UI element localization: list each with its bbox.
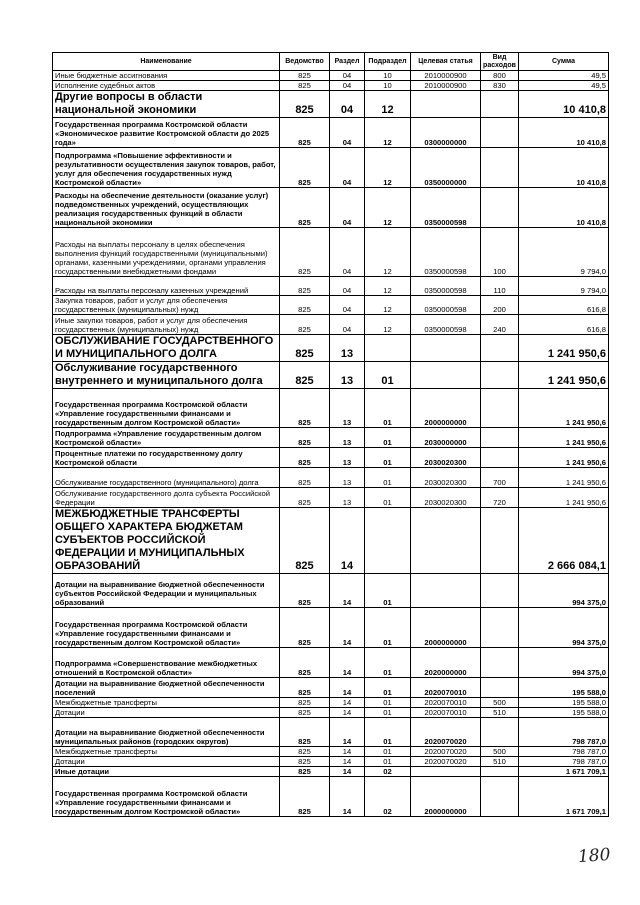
cell-target-article: 2030020300 — [411, 468, 481, 488]
table-row — [53, 698, 609, 708]
cell-podrazdel: 12 — [365, 228, 411, 277]
cell-ved: 825 — [280, 81, 330, 91]
cell-ved: 825 — [280, 698, 330, 708]
cell-name: Государственная программа Костромской области «Управление государственными финансами и государственным долгом Костромской области» — [53, 389, 280, 428]
cell-ved: 825 — [280, 767, 330, 777]
cell-ved: 825 — [280, 91, 330, 118]
header-sum: Сумма — [519, 53, 609, 71]
table-row — [53, 71, 609, 81]
cell-ved: 825 — [280, 747, 330, 757]
cell-expense-type — [481, 448, 519, 468]
cell-sum: 9 794,0 — [519, 228, 609, 277]
cell-target-article: 2030020300 — [411, 488, 481, 508]
cell-ved: 825 — [280, 118, 330, 148]
table-row — [53, 468, 609, 488]
table-row — [53, 757, 609, 767]
cell-name: Дотации на выравнивание бюджетной обеспеченности муниципальных районов (городских округов) — [53, 718, 280, 747]
cell-target-article — [411, 508, 481, 574]
cell-sum: 798 787,0 — [519, 757, 609, 767]
table-row — [53, 718, 609, 747]
cell-name: Другие вопросы в области национальной экономики — [53, 91, 280, 118]
cell-name: Дотации — [53, 757, 280, 767]
cell-target-article: 0350000000 — [411, 148, 481, 188]
cell-sum: 1 671 709,1 — [519, 767, 609, 777]
cell-name: Обслуживание государственного (муниципального) долга — [53, 468, 280, 488]
cell-name: Расходы на выплаты персоналу казенных учреждений — [53, 277, 280, 296]
cell-podrazdel: 01 — [365, 574, 411, 608]
cell-ved: 825 — [280, 296, 330, 315]
cell-expense-type: 100 — [481, 228, 519, 277]
cell-target-article: 0350000598 — [411, 296, 481, 315]
cell-name: Исполнение судебных актов — [53, 81, 280, 91]
cell-sum: 9 794,0 — [519, 277, 609, 296]
cell-target-article: 2020070010 — [411, 708, 481, 718]
cell-expense-type — [481, 91, 519, 118]
cell-target-article: 2020000000 — [411, 648, 481, 678]
cell-podrazdel: 12 — [365, 188, 411, 228]
cell-expense-type — [481, 777, 519, 817]
cell-sum: 1 241 950,6 — [519, 428, 609, 448]
table-row — [53, 648, 609, 678]
cell-sum: 1 241 950,6 — [519, 389, 609, 428]
cell-podrazdel: 12 — [365, 277, 411, 296]
cell-razdel: 13 — [330, 428, 365, 448]
cell-podrazdel: 01 — [365, 389, 411, 428]
cell-name: Иные закупки товаров, работ и услуг для обеспечения государственных (муниципальных) нужд — [53, 315, 280, 335]
cell-expense-type — [481, 574, 519, 608]
table-row — [53, 678, 609, 698]
cell-razdel: 14 — [330, 508, 365, 574]
cell-podrazdel: 01 — [365, 757, 411, 767]
cell-razdel: 14 — [330, 767, 365, 777]
cell-expense-type: 800 — [481, 71, 519, 81]
cell-expense-type: 500 — [481, 698, 519, 708]
cell-razdel: 04 — [330, 228, 365, 277]
cell-expense-type — [481, 718, 519, 747]
cell-razdel: 13 — [330, 468, 365, 488]
cell-expense-type — [481, 362, 519, 389]
cell-podrazdel: 12 — [365, 148, 411, 188]
cell-sum: 994 375,0 — [519, 574, 609, 608]
cell-expense-type — [481, 648, 519, 678]
table-row — [53, 767, 609, 777]
cell-sum: 2 666 084,1 — [519, 508, 609, 574]
cell-podrazdel: 12 — [365, 91, 411, 118]
cell-ved: 825 — [280, 708, 330, 718]
cell-razdel: 13 — [330, 448, 365, 468]
cell-expense-type: 700 — [481, 468, 519, 488]
table-row — [53, 362, 609, 389]
cell-podrazdel: 01 — [365, 448, 411, 468]
cell-target-article: 0350000598 — [411, 315, 481, 335]
cell-podrazdel: 01 — [365, 488, 411, 508]
budget-table — [52, 52, 609, 817]
cell-target-article — [411, 767, 481, 777]
header-target-article: Целевая статья — [411, 53, 481, 71]
cell-target-article: 0350000598 — [411, 188, 481, 228]
cell-target-article: 2020070020 — [411, 718, 481, 747]
cell-name: Дотации на выравнивание бюджетной обеспеченности субъектов Российской Федерации и муниципальных образований — [53, 574, 280, 608]
cell-razdel: 04 — [330, 188, 365, 228]
cell-expense-type: 720 — [481, 488, 519, 508]
table-row — [53, 777, 609, 817]
cell-podrazdel: 12 — [365, 315, 411, 335]
cell-target-article: 2030020300 — [411, 448, 481, 468]
cell-target-article — [411, 362, 481, 389]
cell-target-article: 2000000000 — [411, 389, 481, 428]
cell-target-article: 0300000000 — [411, 118, 481, 148]
table-row — [53, 335, 609, 362]
cell-razdel: 04 — [330, 118, 365, 148]
cell-ved: 825 — [280, 277, 330, 296]
cell-target-article: 2020070010 — [411, 698, 481, 708]
table-row — [53, 508, 609, 574]
cell-sum: 49,5 — [519, 81, 609, 91]
page-number: 180 — [577, 844, 612, 868]
cell-expense-type — [481, 767, 519, 777]
table-row — [53, 708, 609, 718]
cell-name: Обслуживание государственного долга субъекта Российской Федерации — [53, 488, 280, 508]
cell-target-article: 0350000598 — [411, 228, 481, 277]
cell-ved: 825 — [280, 777, 330, 817]
cell-podrazdel: 01 — [365, 468, 411, 488]
cell-podrazdel: 10 — [365, 71, 411, 81]
cell-ved: 825 — [280, 428, 330, 448]
cell-razdel: 13 — [330, 389, 365, 428]
header-podrazdel: Подраздел — [365, 53, 411, 71]
cell-sum: 1 241 950,6 — [519, 362, 609, 389]
table-row — [53, 148, 609, 188]
cell-sum: 1 241 950,6 — [519, 468, 609, 488]
cell-ved: 825 — [280, 389, 330, 428]
cell-podrazdel: 02 — [365, 767, 411, 777]
cell-name: ОБСЛУЖИВАНИЕ ГОСУДАРСТВЕННОГО И МУНИЦИПАЛЬНОГО ДОЛГА — [53, 335, 280, 362]
cell-expense-type — [481, 508, 519, 574]
cell-sum: 994 375,0 — [519, 608, 609, 648]
cell-expense-type: 510 — [481, 708, 519, 718]
cell-expense-type — [481, 188, 519, 228]
cell-sum: 195 588,0 — [519, 708, 609, 718]
cell-razdel: 14 — [330, 574, 365, 608]
cell-sum: 10 410,8 — [519, 118, 609, 148]
cell-razdel: 14 — [330, 747, 365, 757]
table-row — [53, 228, 609, 277]
table-row — [53, 81, 609, 91]
cell-name: Межбюджетные трансферты — [53, 698, 280, 708]
cell-target-article — [411, 574, 481, 608]
cell-expense-type — [481, 335, 519, 362]
cell-ved: 825 — [280, 188, 330, 228]
cell-name: Государственная программа Костромской области «Управление государственными финансами и государственным долгом Костромской области» — [53, 608, 280, 648]
cell-ved: 825 — [280, 448, 330, 468]
cell-podrazdel: 01 — [365, 648, 411, 678]
cell-name: Подпрограмма «Совершенствование межбюджетных отношений в Костромской области» — [53, 648, 280, 678]
cell-name: МЕЖБЮДЖЕТНЫЕ ТРАНСФЕРТЫ ОБЩЕГО ХАРАКТЕРА БЮДЖЕТАМ СУБЪЕКТОВ РОССИЙСКОЙ ФЕДЕРАЦИИ И МУНИЦИПАЛЬНЫХ ОБРАЗОВАНИЙ — [53, 508, 280, 574]
header-expense-type: Вид расходов — [481, 53, 519, 71]
cell-name: Расходы на обеспечение деятельности (оказание услуг) подведомственных учреждений, осуществляющих реализация государственных функций в области национальной экономики — [53, 188, 280, 228]
cell-target-article: 2010000900 — [411, 81, 481, 91]
cell-podrazdel — [365, 508, 411, 574]
cell-razdel: 14 — [330, 698, 365, 708]
cell-expense-type: 500 — [481, 747, 519, 757]
table-body — [53, 71, 609, 817]
cell-razdel: 04 — [330, 315, 365, 335]
cell-razdel: 14 — [330, 777, 365, 817]
cell-name: Процентные платежи по государственному долгу Костромской области — [53, 448, 280, 468]
cell-podrazdel: 01 — [365, 698, 411, 708]
cell-sum: 616,8 — [519, 315, 609, 335]
cell-podrazdel: 01 — [365, 747, 411, 757]
cell-sum: 1 671 709,1 — [519, 777, 609, 817]
cell-sum: 616,8 — [519, 296, 609, 315]
cell-expense-type: 240 — [481, 315, 519, 335]
cell-razdel: 04 — [330, 71, 365, 81]
cell-razdel: 13 — [330, 362, 365, 389]
cell-ved: 825 — [280, 608, 330, 648]
cell-target-article: 2020070010 — [411, 678, 481, 698]
cell-name: Дотации — [53, 708, 280, 718]
header-ved: Ведомство — [280, 53, 330, 71]
table-row — [53, 296, 609, 315]
cell-target-article: 2000000000 — [411, 777, 481, 817]
cell-ved: 825 — [280, 71, 330, 81]
table-row — [53, 188, 609, 228]
cell-name: Подпрограмма «Управление государственным долгом Костромской области» — [53, 428, 280, 448]
table-row — [53, 118, 609, 148]
cell-podrazdel: 01 — [365, 362, 411, 389]
cell-sum: 49,5 — [519, 71, 609, 81]
cell-ved: 825 — [280, 648, 330, 678]
cell-razdel: 14 — [330, 608, 365, 648]
cell-target-article: 2030000000 — [411, 428, 481, 448]
cell-razdel: 04 — [330, 277, 365, 296]
cell-expense-type — [481, 678, 519, 698]
cell-podrazdel: 01 — [365, 678, 411, 698]
cell-name: Подпрограмма «Повышение эффективности и результативности осуществления закупок товаров, работ, услуг для обеспечения государственных нужд Костромской области» — [53, 148, 280, 188]
cell-podrazdel: 01 — [365, 428, 411, 448]
cell-razdel: 14 — [330, 708, 365, 718]
cell-razdel: 14 — [330, 678, 365, 698]
cell-expense-type — [481, 389, 519, 428]
table-row — [53, 608, 609, 648]
cell-name: Государственная программа Костромской области «Управление государственными финансами и государственным долгом Костромской области» — [53, 777, 280, 817]
cell-target-article — [411, 91, 481, 118]
cell-razdel: 13 — [330, 488, 365, 508]
cell-expense-type: 200 — [481, 296, 519, 315]
table-row — [53, 91, 609, 118]
cell-podrazdel: 12 — [365, 296, 411, 315]
cell-ved: 825 — [280, 335, 330, 362]
cell-name: Государственная программа Костромской области «Экономическое развитие Костромской области до 2025 года» — [53, 118, 280, 148]
cell-sum: 1 241 950,6 — [519, 488, 609, 508]
cell-razdel: 04 — [330, 81, 365, 91]
table-row — [53, 315, 609, 335]
cell-sum: 798 787,0 — [519, 747, 609, 757]
cell-podrazdel: 02 — [365, 777, 411, 817]
cell-ved: 825 — [280, 574, 330, 608]
cell-ved: 825 — [280, 228, 330, 277]
cell-target-article: 2010000900 — [411, 71, 481, 81]
cell-ved: 825 — [280, 148, 330, 188]
cell-ved: 825 — [280, 718, 330, 747]
cell-ved: 825 — [280, 315, 330, 335]
table-row — [53, 277, 609, 296]
table-row — [53, 448, 609, 468]
cell-name: Иные дотации — [53, 767, 280, 777]
cell-podrazdel — [365, 335, 411, 362]
budget-sheet — [52, 52, 608, 817]
cell-razdel: 14 — [330, 648, 365, 678]
cell-razdel: 04 — [330, 296, 365, 315]
cell-expense-type — [481, 428, 519, 448]
table-row — [53, 389, 609, 428]
cell-target-article — [411, 335, 481, 362]
table-row — [53, 488, 609, 508]
cell-sum: 1 241 950,6 — [519, 448, 609, 468]
cell-sum: 10 410,8 — [519, 148, 609, 188]
cell-ved: 825 — [280, 488, 330, 508]
cell-target-article: 0350000598 — [411, 277, 481, 296]
cell-name: Расходы на выплаты персоналу в целях обеспечения выполнения функций государственными (муниципальными) органами, казенными учреждениями, органами управления государственными внебюджетными фондами — [53, 228, 280, 277]
cell-sum: 195 588,0 — [519, 698, 609, 708]
cell-ved: 825 — [280, 468, 330, 488]
cell-razdel: 14 — [330, 757, 365, 767]
cell-razdel: 04 — [330, 148, 365, 188]
cell-target-article: 2020070020 — [411, 747, 481, 757]
cell-ved: 825 — [280, 757, 330, 767]
table-row — [53, 428, 609, 448]
cell-razdel: 04 — [330, 91, 365, 118]
cell-sum: 1 241 950,6 — [519, 335, 609, 362]
cell-sum: 798 787,0 — [519, 718, 609, 747]
cell-sum: 10 410,8 — [519, 188, 609, 228]
cell-name: Иные бюджетные ассигнования — [53, 71, 280, 81]
cell-podrazdel: 12 — [365, 118, 411, 148]
cell-podrazdel: 10 — [365, 81, 411, 91]
table-header-row — [53, 53, 609, 71]
cell-target-article: 2000000000 — [411, 608, 481, 648]
cell-sum: 994 375,0 — [519, 648, 609, 678]
cell-ved: 825 — [280, 678, 330, 698]
table-row — [53, 574, 609, 608]
cell-ved: 825 — [280, 508, 330, 574]
cell-expense-type — [481, 148, 519, 188]
cell-expense-type: 510 — [481, 757, 519, 767]
cell-sum: 195 588,0 — [519, 678, 609, 698]
cell-expense-type — [481, 118, 519, 148]
cell-target-article: 2020070020 — [411, 757, 481, 767]
cell-expense-type: 110 — [481, 277, 519, 296]
header-razdel: Раздел — [330, 53, 365, 71]
cell-expense-type: 830 — [481, 81, 519, 91]
cell-podrazdel: 01 — [365, 708, 411, 718]
cell-name: Межбюджетные трансферты — [53, 747, 280, 757]
cell-podrazdel: 01 — [365, 718, 411, 747]
cell-name: Закупка товаров, работ и услуг для обеспечения государственных (муниципальных) нужд — [53, 296, 280, 315]
header-name: Наименование — [53, 53, 280, 71]
table-row — [53, 747, 609, 757]
cell-podrazdel: 01 — [365, 608, 411, 648]
cell-ved: 825 — [280, 362, 330, 389]
cell-sum: 10 410,8 — [519, 91, 609, 118]
cell-expense-type — [481, 608, 519, 648]
cell-name: Обслуживание государственного внутреннего и муниципального долга — [53, 362, 280, 389]
cell-razdel: 13 — [330, 335, 365, 362]
cell-razdel: 14 — [330, 718, 365, 747]
cell-name: Дотации на выравнивание бюджетной обеспеченности поселений — [53, 678, 280, 698]
